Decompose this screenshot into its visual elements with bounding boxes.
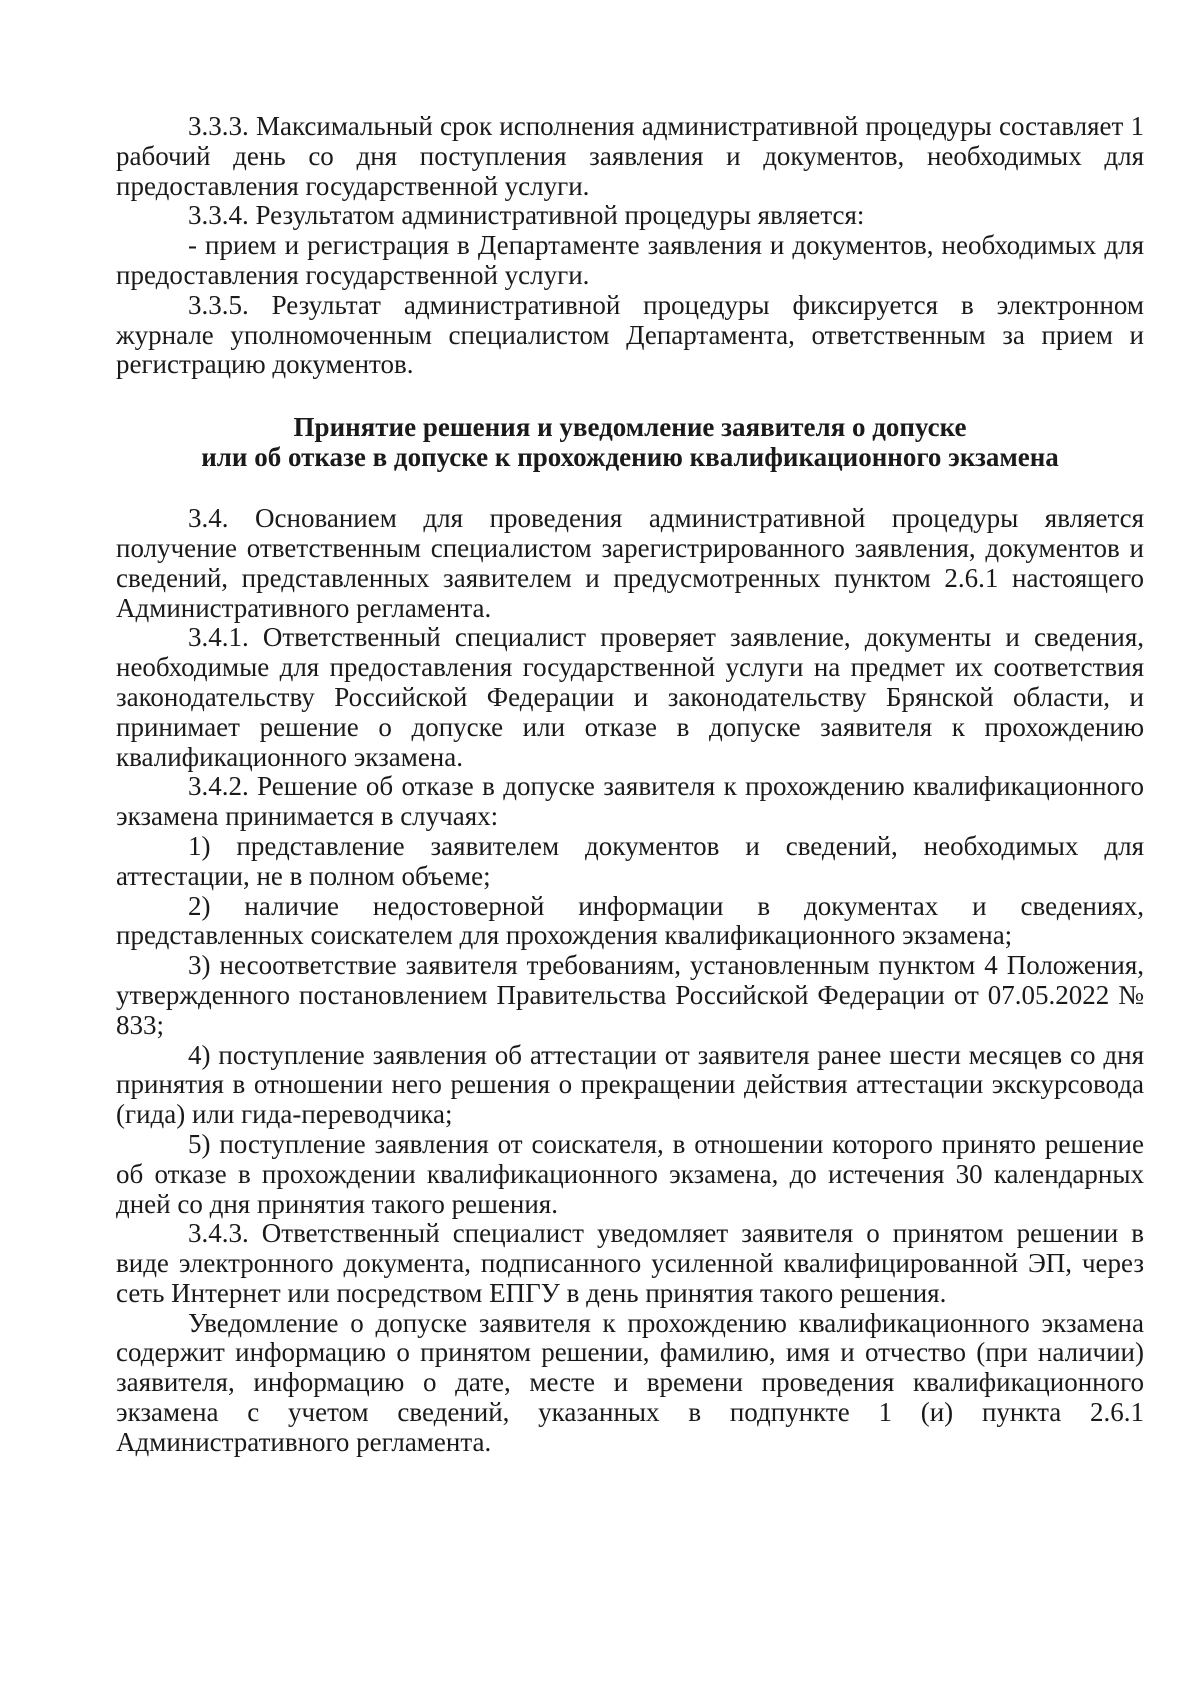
paragraph-3-4-1: 3.4.1. Ответственный специалист проверяет заявление, документы и сведения, необходимые для предоставления государственной услуги на предмет их соответствия законодательству Российской Федерации и законодательству Брянской области, и принимает решение о допуске или отказе в допуске заявителя к прохождению квалификационного экзамена. bbox=[116, 622, 1144, 772]
list-item-1: 1) представление заявителем документов и сведений, необходимых для аттестации, не в полном объеме; bbox=[116, 830, 1144, 891]
list-item-5: 5) поступление заявления от соискателя, в отношении которого принято решение об отказе в прохождении квалификационного экзамена, до истечения 30 календарных дней со дня принятия такого решения. bbox=[116, 1128, 1144, 1219]
paragraph-3-4: 3.4. Основанием для проведения административной процедуры является получение ответственным специалистом зарегистрированного заявления, документов и сведений, представленных заявителем и предусмотренных пунктом 2.6.1 настоящего Административного регламента. bbox=[116, 503, 1144, 623]
section-heading bbox=[116, 412, 1144, 472]
list-item-4: 4) поступление заявления об аттестации от заявителя ранее шести месяцев со дня принятия в отношении него решения о прекращении действия аттестации экскурсовода (гида) или гида-переводчика; bbox=[116, 1039, 1144, 1130]
list-item-2: 2) наличие недостоверной информации в документах и сведениях, представленных соискателем для прохождения квалификационного экзамена; bbox=[116, 890, 1144, 951]
paragraph-3-4-3: 3.4.3. Ответственный специалист уведомляет заявителя о принятом решении в виде электронного документа, подписанного усиленной квалифицированной ЭП, через сеть Интернет или посредством ЕПГУ в день принятия такого решения. bbox=[116, 1218, 1144, 1308]
spacer bbox=[116, 472, 1144, 504]
paragraph-3-3-4: 3.3.4. Результатом административной процедуры является: bbox=[188, 200, 865, 231]
spacer bbox=[116, 380, 1144, 412]
paragraph-3-3-5: 3.3.5. Результат административной процедуры фиксируется в электронном журнале уполномоченным специалистом Департамента, ответственным за прием и регистрацию документов. bbox=[116, 289, 1144, 380]
paragraph-notification: Уведомление о допуске заявителя к прохождению квалификационного экзамена содержит информацию о принятом решении, фамилию, имя и отчество (при наличии) заявителя, информацию о дате, месте и времени проведения квалификационного экзамена с учетом сведений, указанных в подпункте 1 (и) пункта 2.6.1 Административного регламента. bbox=[116, 1307, 1144, 1457]
section-heading-line-2: или об отказе в допуске к прохождению квалификационного экзамена bbox=[201, 442, 1059, 473]
list-item-3: 3) несоответствие заявителя требованиям, установленным пунктом 4 Положения, утвержденного постановлением Правительства Российской Федерации от 07.05.2022 № 833; bbox=[116, 950, 1144, 1040]
paragraph-3-4-2: 3.4.2. Решение об отказе в допуске заявителя к прохождению квалификационного экзамена принимается в случаях: bbox=[116, 771, 1144, 832]
paragraph-3-3-3: 3.3.3. Максимальный срок исполнения административной процедуры составляет 1 рабочий день со дня поступления заявления и документов, необходимых для предоставления государственной услуги. bbox=[116, 111, 1144, 201]
paragraph-3-3-4-item: - прием и регистрация в Департаменте заявления и документов, необходимых для предоставления государственной услуги. bbox=[116, 230, 1144, 290]
section-heading-line-1: Принятие решения и уведомление заявителя о допуске bbox=[293, 412, 967, 443]
document-page bbox=[116, 112, 1144, 1458]
